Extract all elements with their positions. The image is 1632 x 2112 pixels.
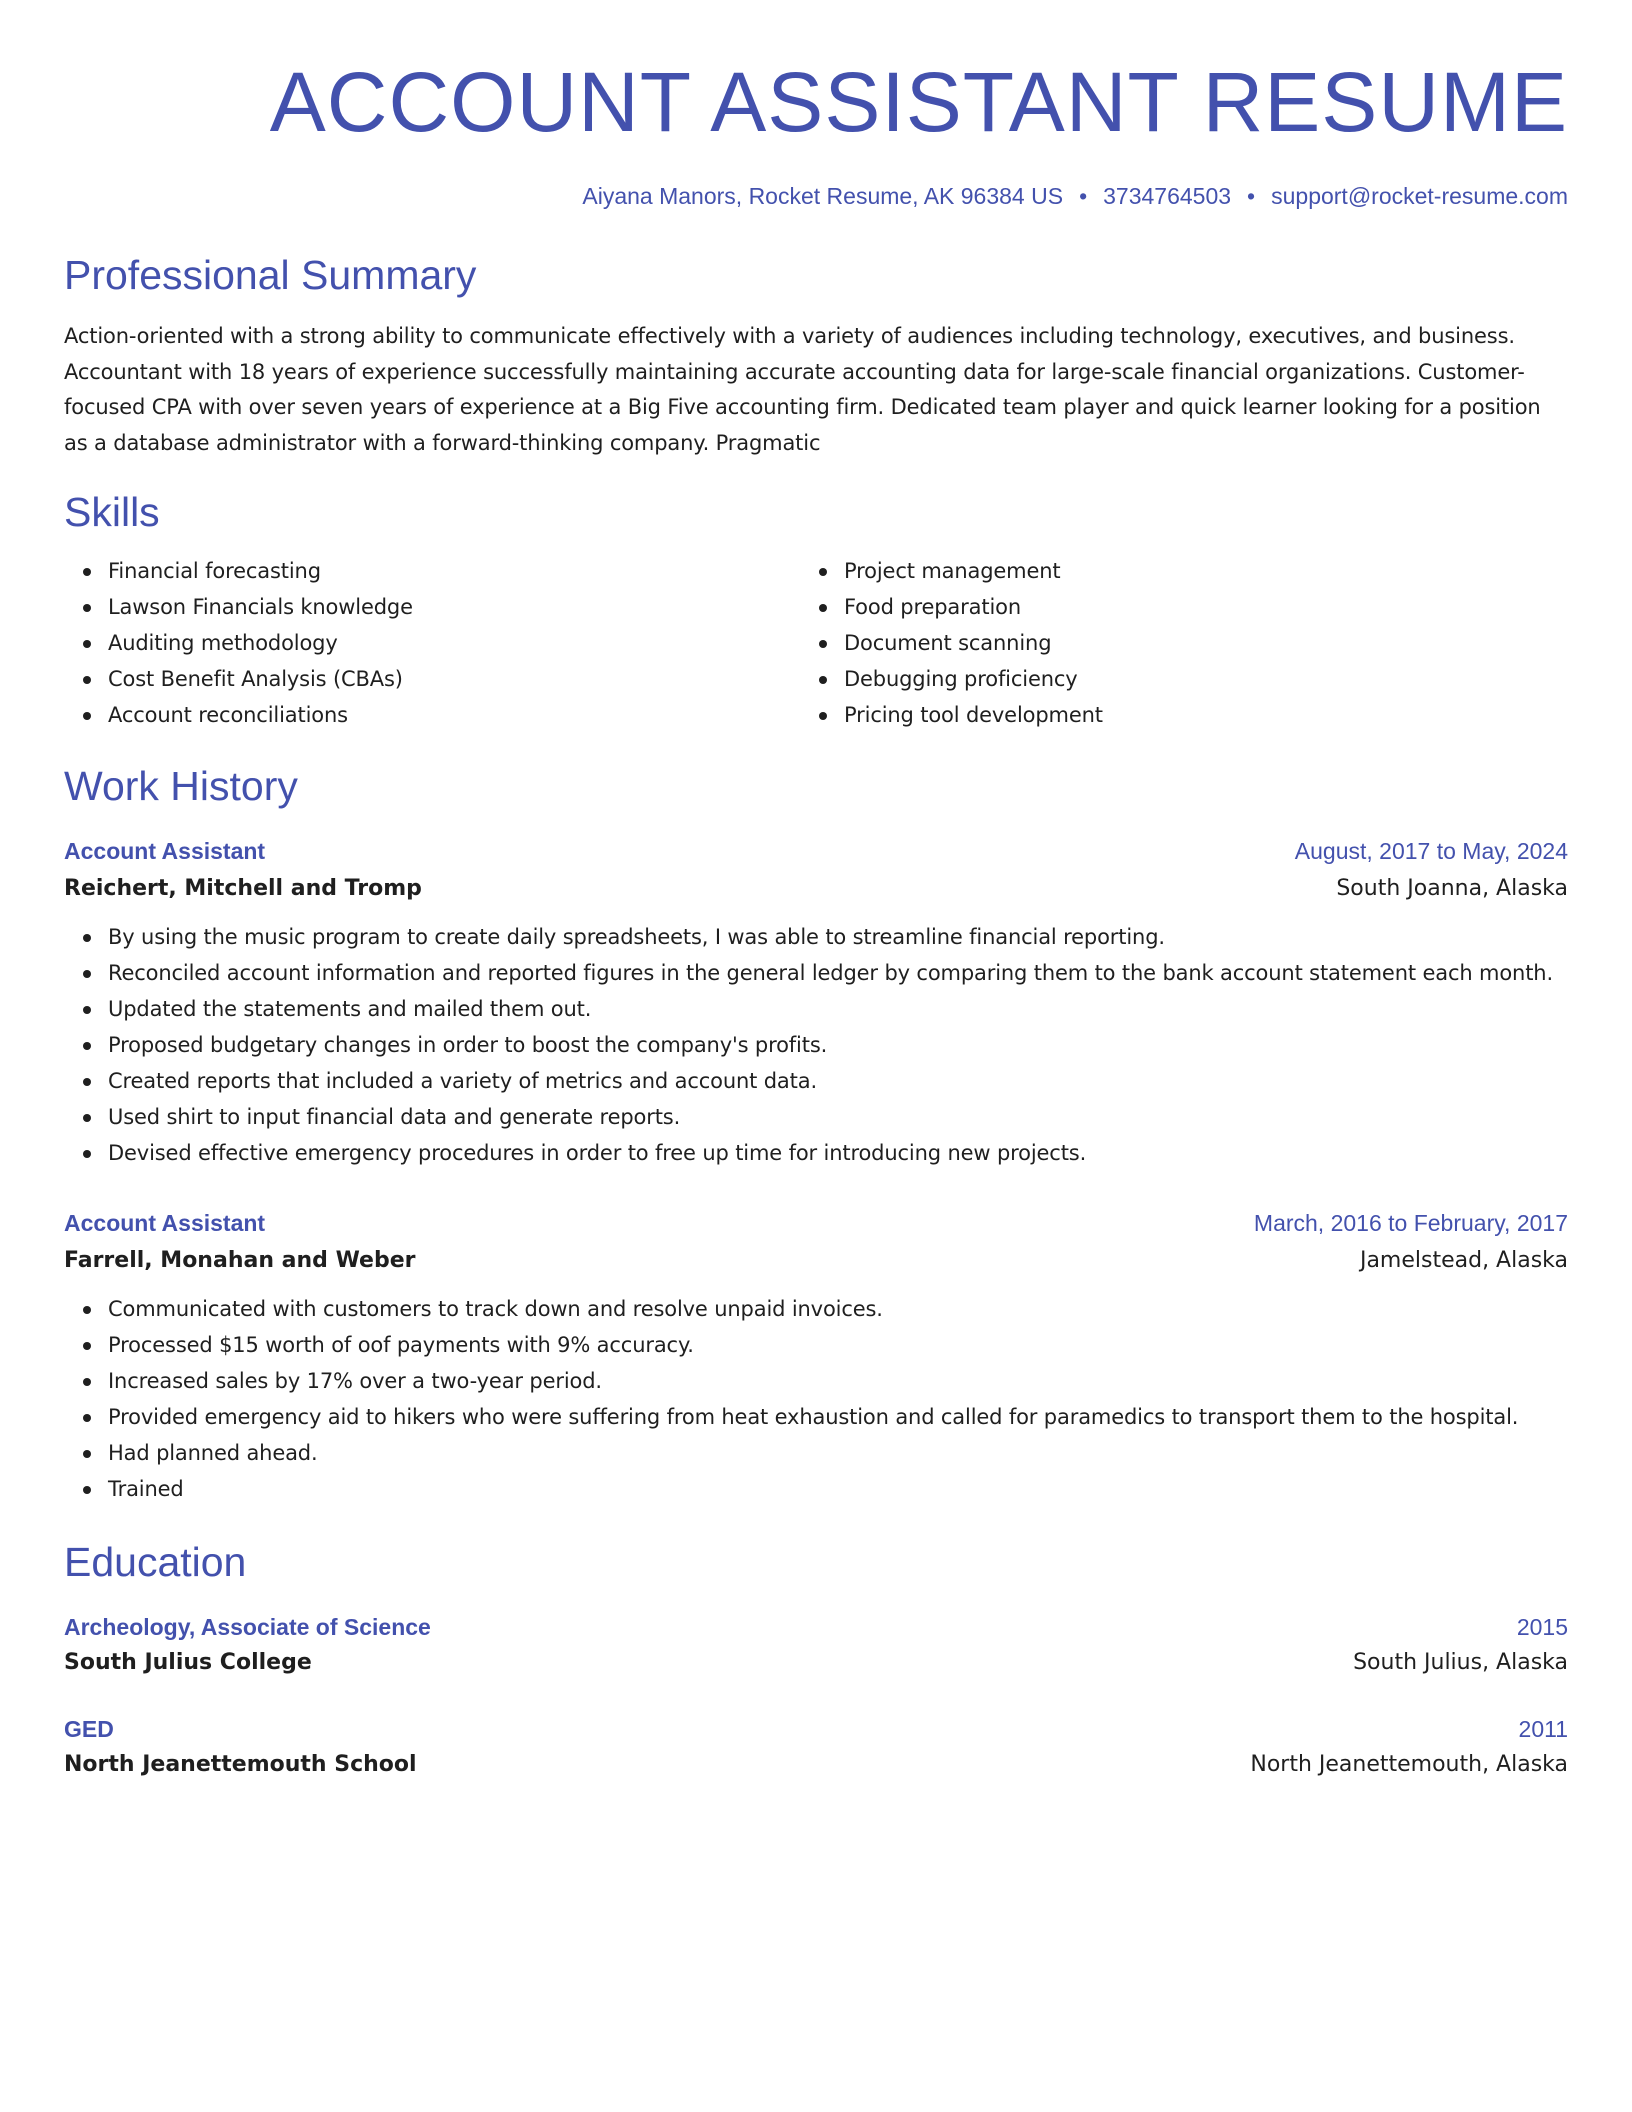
contact-phone[interactable]: 3734764503 (1103, 183, 1232, 209)
contact-line (64, 180, 1568, 212)
job-bullet: Created reports that included a variety of metrics and account data. (108, 1063, 1568, 1099)
job-entry (64, 833, 1568, 1171)
job-company: Farrell, Monahan and Weber (64, 1248, 416, 1273)
skill-item: Food preparation (844, 589, 1536, 625)
job-company: Reichert, Mitchell and Tromp (64, 876, 422, 901)
skill-item: Pricing tool development (844, 697, 1536, 733)
job-dates: August, 2017 to May, 2024 (1294, 838, 1568, 864)
summary-text: Action-oriented with a strong ability to communicate effectively with a variety of audiences including technology, executives, and business. Accountant with 18 years of experience successfully maintaining accurate accounting data for large-scale financial organizations. Customer-focused CPA with over seven years of experience at a Big Five accounting firm. Dedicated team player and quick learner looking for a position as a database administrator with a forward-thinking company. Pragmatic (64, 324, 1541, 455)
job-bullet: Increased sales by 17% over a two-year period. (108, 1363, 1568, 1399)
education-year: 2015 (1516, 1614, 1568, 1640)
skill-item: Auditing methodology (108, 625, 800, 661)
section-title-work-history: Work History (64, 763, 298, 809)
education-entry (64, 1609, 1568, 1681)
skill-item: Debugging proficiency (844, 661, 1536, 697)
resume-header (64, 0, 1568, 212)
job-bullets (64, 919, 1568, 1171)
contact-separator: • (1247, 183, 1256, 209)
contact-email[interactable]: support@rocket-resume.com (1271, 183, 1568, 209)
job-bullet: Devised effective emergency procedures in order to free up time for introducing new projects. (108, 1135, 1568, 1171)
job-bullet: Updated the statements and mailed them out. (108, 991, 1568, 1027)
education-section (64, 1537, 1568, 1783)
skill-item: Account reconciliations (108, 697, 800, 733)
skill-item: Project management (844, 553, 1536, 589)
skill-item: Financial forecasting (108, 553, 800, 589)
job-header-row (64, 1205, 1568, 1241)
education-location: North Jeanettemouth, Alaska (1250, 1752, 1568, 1777)
summary-section (64, 250, 1568, 461)
education-header-row (64, 1609, 1568, 1645)
resume-title: ACCOUNT ASSISTANT RESUME (269, 55, 1568, 149)
contact-separator: • (1079, 183, 1088, 209)
skills-list-right (800, 553, 1536, 733)
skills-section (64, 487, 1568, 733)
job-bullet: Had planned ahead. (108, 1435, 1568, 1471)
job-role: Account Assistant (64, 1210, 266, 1236)
skill-item: Lawson Financials knowledge (108, 589, 800, 625)
job-header-row (64, 833, 1568, 869)
education-header-row (64, 1711, 1568, 1747)
education-entry (64, 1711, 1568, 1783)
skill-item: Cost Benefit Analysis (CBAs) (108, 661, 800, 697)
skills-columns (64, 553, 1568, 733)
job-bullet: Provided emergency aid to hikers who were suffering from heat exhaustion and called for paramedics to transport them to the hospital. (108, 1399, 1568, 1435)
job-bullet: Communicated with customers to track down and resolve unpaid invoices. (108, 1291, 1568, 1327)
job-role: Account Assistant (64, 838, 266, 864)
education-degree: Archeology, Associate of Science (64, 1614, 431, 1640)
section-title-skills: Skills (64, 489, 160, 535)
job-bullet: Processed $15 worth of oof payments with 9% accuracy. (108, 1327, 1568, 1363)
education-year: 2011 (1518, 1716, 1568, 1742)
job-location: Jamelstead, Alaska (1359, 1248, 1568, 1273)
education-school-row (64, 1645, 1568, 1681)
contact-address: Aiyana Manors, Rocket Resume, AK 96384 US (582, 183, 1064, 209)
job-bullet: Used shirt to input financial data and generate reports. (108, 1099, 1568, 1135)
job-company-row (64, 869, 1568, 909)
section-title-summary: Professional Summary (64, 252, 477, 298)
job-bullet: Proposed budgetary changes in order to boost the company's profits. (108, 1027, 1568, 1063)
work-history-section (64, 761, 1568, 1507)
job-bullet: By using the music program to create daily spreadsheets, I was able to streamline financial reporting. (108, 919, 1568, 955)
section-title-education: Education (64, 1539, 247, 1585)
job-bullet: Trained (108, 1471, 1568, 1507)
skills-list-left (64, 553, 800, 733)
education-location: South Julius, Alaska (1353, 1650, 1568, 1675)
job-entry (64, 1205, 1568, 1507)
education-school: South Julius College (64, 1650, 312, 1675)
job-company-row (64, 1241, 1568, 1281)
education-school: North Jeanettemouth School (64, 1752, 417, 1777)
education-school-row (64, 1747, 1568, 1783)
skill-item: Document scanning (844, 625, 1536, 661)
job-bullets (64, 1291, 1568, 1507)
job-bullet: Reconciled account information and reported figures in the general ledger by comparing them to the bank account statement each month. (108, 955, 1568, 991)
job-dates: March, 2016 to February, 2017 (1253, 1210, 1568, 1236)
education-degree: GED (64, 1716, 114, 1742)
job-location: South Joanna, Alaska (1336, 876, 1568, 901)
